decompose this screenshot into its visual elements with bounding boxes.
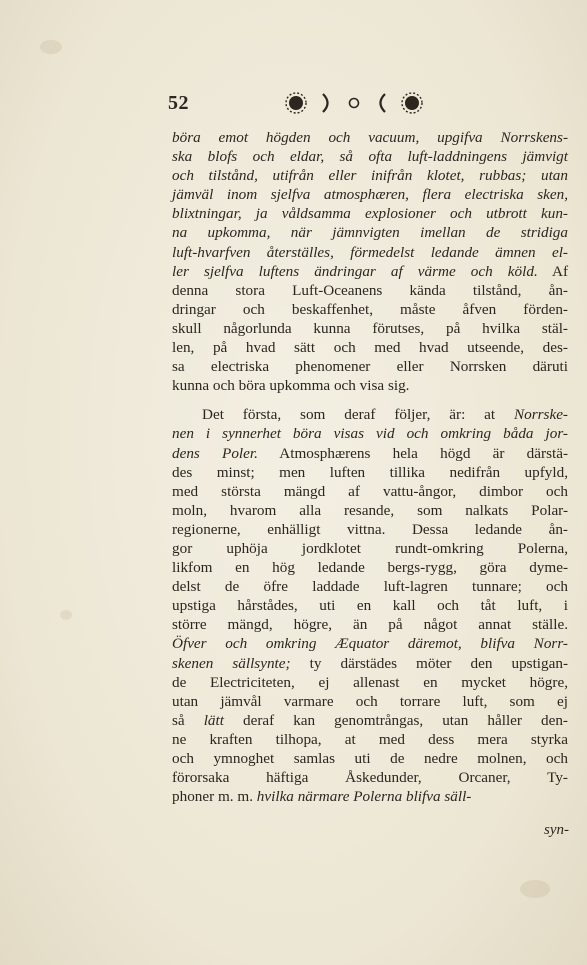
roman-text: kunna och böra upkomma och visa sig. [172, 377, 410, 395]
text-line [172, 185, 568, 204]
text-line [172, 405, 568, 424]
text-line [172, 166, 568, 185]
roman-text: deraf kan genomtrångas, utan håller den- [223, 711, 568, 729]
roman-text: Af [537, 262, 569, 280]
italic-text: ska blofs och eldar, så ofta luft-laddningens jämvigt [172, 148, 568, 166]
roman-text: upstiga hårstådes, uti en kall och tåt luft, i [172, 597, 568, 615]
roman-text: moln, hvarom alla resande, som nalkats Polar- [172, 501, 568, 519]
text-line [172, 615, 568, 634]
text-line [172, 501, 568, 520]
roman-text: Atmosphærens hela högd är därstä- [257, 444, 568, 462]
text-line [172, 558, 568, 577]
body-text [172, 128, 568, 806]
italic-text: jämväl inom sjelfva atmosphæren, flera electriska sken, [172, 186, 568, 204]
italic-text: blixtningar, ja våldsamma explosioner och utbrott kun- [172, 205, 568, 223]
italic-text: hvilka närmare Polerna blifva säll- [256, 788, 472, 806]
roman-text: sa electriska phenomener eller Norrsken däruti [172, 358, 568, 376]
roman-text: delst de öfre laddade luft-lagren tunnare; och [172, 578, 568, 596]
text-line [172, 482, 568, 501]
italic-text: na upkomma, när jämnvigten imellan de stridiga [172, 224, 568, 242]
text-line [172, 539, 568, 558]
text-line [172, 749, 568, 768]
text-line [172, 243, 568, 262]
italic-text: böra emot högden och vacuum, upgifva Norrskens- [172, 129, 568, 146]
text-line [172, 673, 568, 692]
text-line [172, 577, 568, 596]
italic-text: Norrske- [514, 406, 568, 424]
text-line [172, 444, 568, 463]
roman-text: och ymnoghet samlas uti de nedre molnen, och [172, 750, 568, 767]
roman-text: med största mängd af vattu-ångor, dimbor och [172, 482, 568, 500]
roman-text: dringar och beskaffenhet, måste åfven förden- [172, 300, 568, 318]
text-line [172, 463, 568, 482]
roman-text: så [172, 711, 204, 729]
text-line [172, 692, 568, 711]
text-line [172, 520, 568, 539]
page-header [168, 92, 468, 118]
page-number: 52 [168, 92, 189, 114]
printers-ornament-icon [278, 90, 438, 116]
paragraph-1 [172, 128, 568, 395]
italic-text: lätt [203, 711, 224, 729]
text-line [172, 596, 568, 615]
italic-text: ler sjelfva luftens ändringar af värme och köld. [172, 262, 538, 280]
italic-text: nen i synnerhet böra visas vid och omkring båda jor- [172, 425, 568, 443]
text-line [172, 711, 568, 730]
italic-text: Öfver och omkring Æquator däremot, blifva Norr- [172, 635, 568, 653]
paper-stain [40, 40, 62, 54]
roman-text: ne kraften tilhopa, at med dess mera styrka [172, 730, 568, 748]
roman-text: utan jämvål varmare och torrare luft, som ej [172, 692, 568, 710]
paragraph-2 [172, 405, 568, 806]
catchword: syn- [544, 822, 569, 838]
text-line [172, 424, 568, 443]
roman-text: de Electriciteten, ej allenast en mycket högre, [172, 673, 568, 691]
roman-text: len, på hvad sätt och med hvad utseende, des- [172, 339, 568, 357]
paper-stain [60, 610, 72, 620]
italic-text: dens Poler. [172, 444, 258, 462]
text-line [172, 357, 568, 376]
text-line [172, 338, 568, 357]
text-line [172, 654, 568, 673]
text-line [172, 223, 568, 242]
text-line [172, 300, 568, 319]
roman-text: större mängd, högre, än på något annat ställe. [172, 616, 568, 634]
text-line [172, 768, 568, 787]
text-line [172, 376, 568, 395]
paper-stain [520, 880, 550, 898]
roman-text: des minst; men luften tillika nedifrån upfyld, [172, 463, 568, 481]
text-line [172, 204, 568, 223]
roman-text: Det första, som deraf följer, är: at [202, 406, 514, 424]
italic-text: luft-hvarfven återställes, förmedelst ledande ämnen el- [172, 243, 568, 261]
text-line [172, 128, 568, 147]
text-line [172, 262, 568, 281]
roman-text: likfom en hög ledande bergs-rygg, göra dyme- [172, 559, 568, 577]
italic-text: skenen sällsynte; [172, 654, 291, 672]
roman-text: denna stora Luft-Oceanens kända tilstånd, ån- [172, 281, 568, 299]
roman-text: regionerne, enhälligt vittna. Dessa ledande ån- [172, 520, 568, 538]
roman-text: ty därstädes möter den upstigan- [290, 654, 568, 672]
roman-text: phoner m. m. [172, 788, 257, 806]
text-line [172, 787, 568, 806]
text-line [172, 281, 568, 300]
roman-text: gor uphöja jordklotet rundt-omkring Polerna, [172, 539, 568, 557]
text-line [172, 147, 568, 166]
italic-text: och tilstånd, utifrån eller inifrån klotet, rubbas; utan [172, 167, 568, 185]
text-line [172, 319, 568, 338]
text-line [172, 730, 568, 749]
roman-text: förorsaka häftiga Åskedunder, Orcaner, Ty- [172, 769, 568, 787]
text-line [172, 634, 568, 653]
roman-text: skull någorlunda kunna förutses, på hvilka stäl- [172, 319, 568, 337]
